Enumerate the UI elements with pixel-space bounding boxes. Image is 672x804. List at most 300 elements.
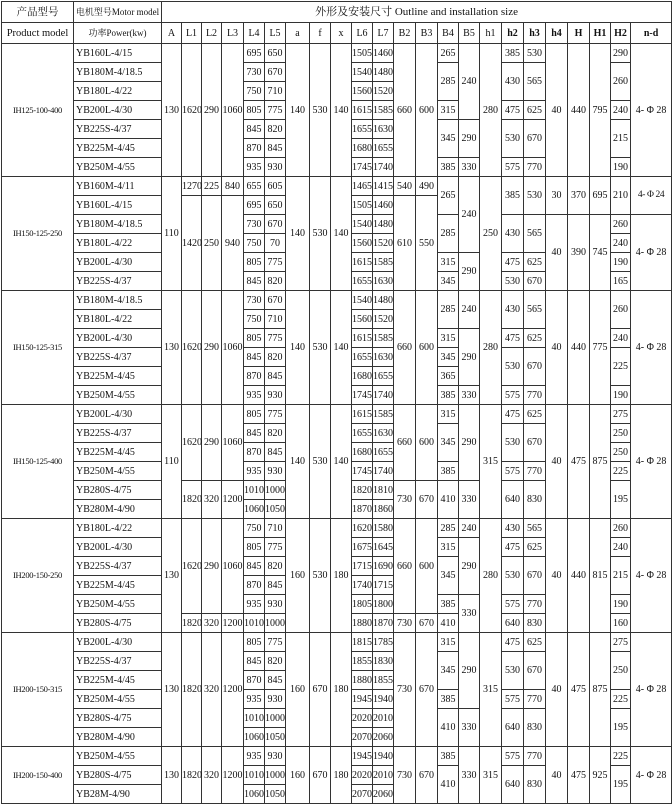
cell-L1: 1820: [182, 481, 202, 519]
cell-h2: 530: [502, 424, 524, 462]
motor-model: YB180M-4/18.5: [74, 291, 162, 310]
cell-L4: 1010: [244, 709, 265, 728]
cell-L4: 695: [244, 44, 265, 63]
product-model-header-cn: 产品型号: [2, 2, 74, 23]
col-header: a: [286, 23, 310, 44]
cell-h2: 475: [502, 405, 524, 424]
motor-model: YB180L-4/22: [74, 519, 162, 538]
cell-L5: 845: [265, 367, 286, 386]
cell-L4: 1060: [244, 500, 265, 519]
cell-h3: 670: [524, 652, 546, 690]
cell-L4: 1010: [244, 614, 265, 633]
cell-L4: 750: [244, 310, 265, 329]
cell-h3: 625: [524, 329, 546, 348]
cell-B4: 410: [438, 766, 459, 804]
col-header: B4: [438, 23, 459, 44]
cell-B5: 290: [459, 633, 480, 709]
motor-model: YB180M-4/18.5: [74, 63, 162, 82]
col-header: B5: [459, 23, 480, 44]
cell-L4: 845: [244, 120, 265, 139]
cell-L4: 730: [244, 63, 265, 82]
cell-L7: 1630: [373, 272, 394, 291]
cell-L5: 775: [265, 329, 286, 348]
cell-B5: 290: [459, 405, 480, 481]
cell-h2: 575: [502, 747, 524, 766]
product-model: IH150-125-400: [2, 405, 74, 519]
cell-L4: 805: [244, 101, 265, 120]
motor-model: YB280S-4/75: [74, 709, 162, 728]
col-header: L3: [222, 23, 244, 44]
cell-L7: 1585: [373, 405, 394, 424]
cell-L7: 1655: [373, 367, 394, 386]
cell-L7: 1480: [373, 215, 394, 234]
cell-h3: 830: [524, 614, 546, 633]
cell-L4: 655: [244, 177, 265, 196]
col-header: h4: [546, 23, 568, 44]
cell-x: 180: [331, 747, 352, 804]
motor-model-header-cn: 电机型号Motor model: [74, 2, 162, 23]
cell-L5: 930: [265, 386, 286, 405]
cell-nd: 4- Φ 28: [631, 44, 672, 177]
cell-H2: 215: [611, 557, 631, 595]
cell-B4: 315: [438, 538, 459, 557]
cell-L6: 2070: [352, 728, 373, 747]
cell-L6: 1805: [352, 595, 373, 614]
cell-B4: 345: [438, 652, 459, 690]
cell-L6: 1820: [352, 481, 373, 500]
motor-model: YB225M-4/45: [74, 443, 162, 462]
cell-L3: 1200: [222, 633, 244, 747]
cell-L4: 935: [244, 747, 265, 766]
cell-L5: 845: [265, 443, 286, 462]
cell-L5: 1050: [265, 728, 286, 747]
col-header: L7: [373, 23, 394, 44]
cell-B4: 265: [438, 177, 459, 215]
cell-H1: 795: [590, 44, 611, 177]
cell-L7: 1630: [373, 348, 394, 367]
cell-B5: 330: [459, 747, 480, 804]
cell-H2: 260: [611, 291, 631, 329]
cell-L5: 845: [265, 576, 286, 595]
motor-model: YB160L-4/15: [74, 44, 162, 63]
cell-H2: 260: [611, 63, 631, 101]
motor-model: YB280S-4/75: [74, 766, 162, 785]
cell-h2: 530: [502, 272, 524, 291]
cell-B4: 345: [438, 348, 459, 367]
cell-h3: 530: [524, 177, 546, 215]
motor-model: YB250M-4/55: [74, 595, 162, 614]
cell-L4: 750: [244, 519, 265, 538]
cell-h2: 475: [502, 633, 524, 652]
cell-h1: 315: [480, 633, 502, 747]
cell-h3: 770: [524, 690, 546, 709]
cell-h4: 40: [546, 519, 568, 633]
motor-model: YB200L-4/30: [74, 329, 162, 348]
motor-model: YB180M-4/18.5: [74, 215, 162, 234]
cell-H: 440: [568, 44, 590, 177]
cell-L7: 1655: [373, 139, 394, 158]
cell-L3: 1060: [222, 405, 244, 481]
cell-L7: 1870: [373, 614, 394, 633]
col-header: n-d: [631, 23, 672, 44]
cell-H2: 195: [611, 481, 631, 519]
cell-L7: 1655: [373, 443, 394, 462]
cell-B2: 730: [394, 633, 416, 747]
cell-L5: 820: [265, 348, 286, 367]
cell-B4: 285: [438, 63, 459, 101]
cell-L7: 1630: [373, 424, 394, 443]
cell-h2: 575: [502, 158, 524, 177]
cell-H2: 240: [611, 101, 631, 120]
motor-model: YB225M-4/45: [74, 139, 162, 158]
cell-L6: 1815: [352, 633, 373, 652]
cell-B5: 330: [459, 386, 480, 405]
cell-L6: 1540: [352, 215, 373, 234]
cell-L6: 1655: [352, 424, 373, 443]
motor-model: YB280S-4/75: [74, 481, 162, 500]
cell-h2: 385: [502, 177, 524, 215]
cell-B3: 600: [416, 44, 438, 177]
cell-h3: 565: [524, 215, 546, 253]
cell-L7: 1740: [373, 158, 394, 177]
cell-L6: 1680: [352, 443, 373, 462]
cell-h3: 625: [524, 253, 546, 272]
cell-h3: 530: [524, 44, 546, 63]
cell-B4: 385: [438, 747, 459, 766]
col-header: H1: [590, 23, 611, 44]
cell-a: 140: [286, 44, 310, 177]
cell-L3: 1060: [222, 291, 244, 405]
motor-model: YB225S-4/37: [74, 348, 162, 367]
cell-x: 140: [331, 405, 352, 519]
motor-model: YB225S-4/37: [74, 424, 162, 443]
cell-L6: 1880: [352, 671, 373, 690]
cell-H: 475: [568, 633, 590, 747]
cell-B3: 600: [416, 405, 438, 481]
cell-L6: 1615: [352, 253, 373, 272]
cell-L5: 820: [265, 557, 286, 576]
cell-B5: 330: [459, 158, 480, 177]
cell-L6: 1680: [352, 367, 373, 386]
col-header: B2: [394, 23, 416, 44]
cell-L5: 930: [265, 690, 286, 709]
cell-H2: 215: [611, 120, 631, 158]
cell-B4: 315: [438, 253, 459, 272]
cell-h2: 430: [502, 63, 524, 101]
cell-L7: 1800: [373, 595, 394, 614]
cell-h3: 830: [524, 709, 546, 747]
cell-L2: 290: [202, 519, 222, 614]
cell-B5: 290: [459, 538, 480, 595]
cell-B4: 285: [438, 291, 459, 329]
cell-L4: 1060: [244, 785, 265, 804]
col-header: H: [568, 23, 590, 44]
cell-B2: 730: [394, 481, 416, 519]
col-header: h1: [480, 23, 502, 44]
cell-L2: 290: [202, 405, 222, 481]
cell-L5: 845: [265, 139, 286, 158]
cell-H2: 190: [611, 253, 631, 272]
cell-nd: 4- Φ 24: [631, 177, 672, 215]
cell-B5: 290: [459, 253, 480, 291]
motor-model: YB180L-4/22: [74, 82, 162, 101]
cell-H2: 275: [611, 633, 631, 652]
cell-L5: 775: [265, 405, 286, 424]
cell-H1: 745: [590, 215, 611, 291]
cell-L4: 695: [244, 196, 265, 215]
cell-h3: 830: [524, 766, 546, 804]
cell-B4: 345: [438, 272, 459, 291]
product-model: IH200-150-400: [2, 747, 74, 804]
cell-L3: 1200: [222, 747, 244, 804]
cell-L6: 1680: [352, 139, 373, 158]
cell-H2: 240: [611, 329, 631, 348]
cell-L6: 1540: [352, 63, 373, 82]
cell-B2: 540: [394, 177, 416, 196]
cell-x: 180: [331, 519, 352, 633]
cell-B4: 385: [438, 158, 459, 177]
cell-B5: 290: [459, 120, 480, 158]
cell-A: 130: [162, 44, 182, 177]
cell-L6: 1620: [352, 519, 373, 538]
motor-model: YB250M-4/55: [74, 158, 162, 177]
cell-h3: 565: [524, 519, 546, 538]
motor-model: YB250M-4/55: [74, 747, 162, 766]
cell-L1: 1820: [182, 747, 202, 804]
cell-L7: 1810: [373, 481, 394, 500]
motor-model: YB200L-4/30: [74, 101, 162, 120]
cell-h2: 430: [502, 215, 524, 253]
motor-model: YB225M-4/45: [74, 367, 162, 386]
cell-L7: 1480: [373, 63, 394, 82]
cell-H2: 160: [611, 614, 631, 633]
cell-h3: 625: [524, 405, 546, 424]
cell-B5: 330: [459, 481, 480, 519]
cell-B4: 345: [438, 424, 459, 462]
motor-power-header: 功率Power(kw): [74, 23, 162, 44]
cell-h2: 575: [502, 690, 524, 709]
motor-model: YB225S-4/37: [74, 652, 162, 671]
cell-h3: 670: [524, 424, 546, 462]
cell-B5: 330: [459, 709, 480, 747]
cell-H: 390: [568, 215, 590, 291]
cell-nd: 4- Φ 28: [631, 519, 672, 633]
motor-model: YB160L-4/15: [74, 196, 162, 215]
cell-h2: 640: [502, 614, 524, 633]
cell-B4: 265: [438, 44, 459, 63]
cell-L4: 935: [244, 158, 265, 177]
cell-h1: 280: [480, 291, 502, 405]
cell-x: 140: [331, 291, 352, 405]
cell-x: 140: [331, 177, 352, 291]
cell-B5: 240: [459, 44, 480, 120]
cell-L6: 1655: [352, 348, 373, 367]
cell-L6: 1945: [352, 690, 373, 709]
motor-model: YB280M-4/90: [74, 500, 162, 519]
cell-h2: 475: [502, 538, 524, 557]
cell-H1: 695: [590, 177, 611, 215]
cell-L7: 1460: [373, 196, 394, 215]
cell-h2: 385: [502, 44, 524, 63]
cell-h3: 670: [524, 348, 546, 386]
cell-B4: 385: [438, 690, 459, 709]
col-header: B3: [416, 23, 438, 44]
cell-H2: 190: [611, 595, 631, 614]
motor-model: YB225S-4/37: [74, 272, 162, 291]
cell-L4: 845: [244, 348, 265, 367]
col-header: h2: [502, 23, 524, 44]
cell-L6: 1855: [352, 652, 373, 671]
cell-L7: 1585: [373, 101, 394, 120]
cell-L6: 1945: [352, 747, 373, 766]
cell-L5: 650: [265, 196, 286, 215]
cell-L6: 1540: [352, 291, 373, 310]
cell-L4: 870: [244, 367, 265, 386]
cell-h3: 770: [524, 386, 546, 405]
cell-a: 160: [286, 633, 310, 747]
cell-L2: 320: [202, 747, 222, 804]
cell-L4: 1010: [244, 481, 265, 500]
cell-f: 530: [310, 177, 331, 291]
cell-L2: 320: [202, 481, 222, 519]
cell-H1: 875: [590, 405, 611, 519]
cell-A: 130: [162, 633, 182, 747]
product-model: IH200-150-315: [2, 633, 74, 747]
cell-h2: 430: [502, 291, 524, 329]
cell-nd: 4- Φ 28: [631, 747, 672, 804]
cell-L5: 650: [265, 44, 286, 63]
cell-H2: 225: [611, 348, 631, 386]
cell-L5: 710: [265, 519, 286, 538]
cell-L4: 845: [244, 557, 265, 576]
cell-h2: 640: [502, 709, 524, 747]
cell-h3: 770: [524, 747, 546, 766]
cell-x: 140: [331, 44, 352, 177]
cell-L5: 1000: [265, 766, 286, 785]
cell-L4: 730: [244, 291, 265, 310]
cell-L5: 1050: [265, 785, 286, 804]
motor-model: YB250M-4/55: [74, 386, 162, 405]
cell-L4: 935: [244, 690, 265, 709]
cell-L6: 2020: [352, 766, 373, 785]
cell-L5: 70: [265, 234, 286, 253]
cell-h3: 625: [524, 101, 546, 120]
cell-H2: 225: [611, 690, 631, 709]
cell-H: 475: [568, 747, 590, 804]
cell-L6: 1745: [352, 462, 373, 481]
cell-L7: 1520: [373, 234, 394, 253]
cell-a: 160: [286, 747, 310, 804]
cell-a: 140: [286, 405, 310, 519]
cell-H1: 875: [590, 633, 611, 747]
cell-L7: 1855: [373, 671, 394, 690]
cell-L7: 2010: [373, 709, 394, 728]
motor-model: YB180L-4/22: [74, 310, 162, 329]
cell-L5: 1000: [265, 481, 286, 500]
cell-L5: 710: [265, 310, 286, 329]
col-header: A: [162, 23, 182, 44]
motor-model: YB200L-4/30: [74, 253, 162, 272]
cell-a: 140: [286, 177, 310, 291]
cell-h4: 40: [546, 215, 568, 291]
cell-L4: 845: [244, 424, 265, 443]
cell-h2: 530: [502, 557, 524, 595]
cell-H2: 210: [611, 177, 631, 215]
cell-L6: 1740: [352, 576, 373, 595]
cell-B5: 240: [459, 177, 480, 253]
cell-h2: 475: [502, 329, 524, 348]
cell-h3: 625: [524, 633, 546, 652]
cell-L6: 1880: [352, 614, 373, 633]
cell-L7: 1740: [373, 462, 394, 481]
cell-L7: 1940: [373, 747, 394, 766]
cell-B4: 345: [438, 557, 459, 595]
cell-L1: 1620: [182, 44, 202, 177]
cell-H2: 250: [611, 424, 631, 443]
cell-L2: 225: [202, 177, 222, 196]
cell-L7: 1940: [373, 690, 394, 709]
cell-B5: 290: [459, 329, 480, 386]
cell-L4: 845: [244, 652, 265, 671]
cell-h2: 530: [502, 652, 524, 690]
cell-B4: 410: [438, 481, 459, 519]
cell-L4: 870: [244, 576, 265, 595]
cell-L5: 1000: [265, 709, 286, 728]
cell-L5: 775: [265, 538, 286, 557]
cell-B2: 730: [394, 614, 416, 633]
cell-f: 530: [310, 291, 331, 405]
cell-L6: 1655: [352, 120, 373, 139]
col-header: H2: [611, 23, 631, 44]
cell-L1: 1620: [182, 405, 202, 481]
cell-nd: 4- Φ 28: [631, 405, 672, 519]
cell-B3: 550: [416, 196, 438, 291]
cell-L7: 1645: [373, 538, 394, 557]
cell-L7: 1740: [373, 386, 394, 405]
cell-H2: 195: [611, 766, 631, 804]
cell-h2: 575: [502, 462, 524, 481]
cell-h2: 640: [502, 481, 524, 519]
cell-B5: 330: [459, 595, 480, 633]
cell-L5: 670: [265, 63, 286, 82]
cell-H2: 190: [611, 158, 631, 177]
cell-h4: 30: [546, 177, 568, 215]
cell-h2: 640: [502, 766, 524, 804]
cell-L6: 2020: [352, 709, 373, 728]
cell-B4: 385: [438, 462, 459, 481]
cell-L6: 1465: [352, 177, 373, 196]
cell-L1: 1420: [182, 196, 202, 291]
motor-model: YB180L-4/22: [74, 234, 162, 253]
cell-L6: 1675: [352, 538, 373, 557]
cell-B2: 660: [394, 291, 416, 405]
cell-H2: 290: [611, 44, 631, 63]
cell-x: 180: [331, 633, 352, 747]
cell-H: 440: [568, 519, 590, 633]
cell-A: 130: [162, 519, 182, 633]
cell-h3: 625: [524, 538, 546, 557]
product-model-header-en: Product model: [2, 23, 74, 44]
col-header: x: [331, 23, 352, 44]
cell-L4: 805: [244, 633, 265, 652]
cell-L6: 1560: [352, 82, 373, 101]
cell-L4: 730: [244, 215, 265, 234]
cell-L5: 820: [265, 424, 286, 443]
motor-model: YB160M-4/11: [74, 177, 162, 196]
col-header: L6: [352, 23, 373, 44]
cell-h3: 770: [524, 158, 546, 177]
cell-L7: 1690: [373, 557, 394, 576]
